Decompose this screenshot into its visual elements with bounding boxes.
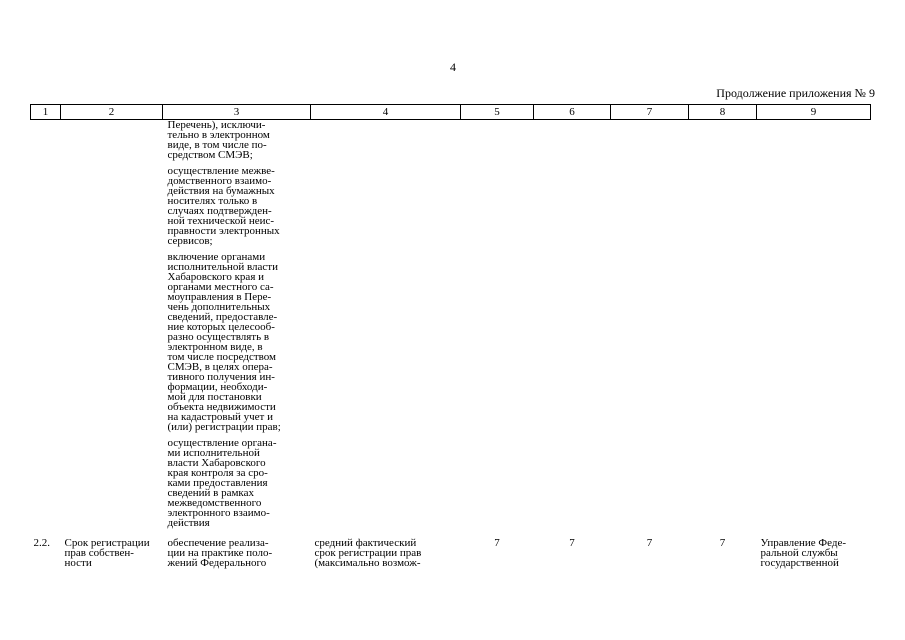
value-col-6: 7	[569, 537, 575, 549]
responsible-cell: Управление Феде- ральной службы государственной	[760, 537, 846, 569]
continuation-label: Продолжение приложения № 9	[716, 86, 875, 100]
header-row	[31, 105, 871, 120]
header-col-5: 5	[461, 105, 534, 120]
page-number: 4	[450, 60, 456, 74]
measure-cell: обеспечение реализа- ции на практике поло- жений Федерального	[167, 537, 273, 569]
value-col-8: 7	[719, 537, 726, 549]
measure-paragraph: осуществление органа- ми исполнительной власти Хабаровского края контроля за сро- ками предоставления сведений в рамках межведомственного электронного взаимо- действия	[167, 437, 277, 529]
header-col-8: 8	[689, 105, 757, 120]
header-col-1: 1	[31, 105, 61, 120]
header-col-7: 7	[611, 105, 689, 120]
measures-cell	[163, 120, 311, 535]
method-cell: средний фактический срок регистрации прав (максимально возмож-	[314, 537, 422, 569]
appendix-table	[30, 104, 871, 568]
header-col-2: 2	[61, 105, 163, 120]
measure-paragraph: включение органами исполнительной власти Хабаровского края и органами местного са- моуправления в Пере- чень дополнительных сведений, предоставле- ние которых целесооб- разно осуществлять в электронном виде, в том числе посредством СМЭВ, в целях опера- тивного получения ин- формации, необходи- мой для постановки объекта недвижимости на кадастровый учет и (или) регистрации прав;	[167, 251, 281, 433]
value-col-7: 7	[646, 537, 653, 549]
header-col-4: 4	[311, 105, 461, 120]
measure-paragraph: осуществление межве- домственного взаимо- действия на бумажных носителях только в случаях подтвержден- ной технической неис- правности электронных сервисов;	[167, 165, 280, 247]
indicator-cell: Срок регистрации прав собствен- ности	[64, 537, 150, 569]
measure-paragraph: Перечень), исключи- тельно в электронном виде, в том числе по- средством СМЭВ;	[167, 119, 270, 161]
continued-row	[31, 120, 871, 535]
row-number: 2.2.	[33, 537, 50, 549]
header-col-6: 6	[534, 105, 611, 120]
table-row-2-2	[31, 534, 871, 568]
header-col-9: 9	[757, 105, 871, 120]
value-col-5: 7	[494, 537, 500, 549]
header-col-3: 3	[163, 105, 311, 120]
